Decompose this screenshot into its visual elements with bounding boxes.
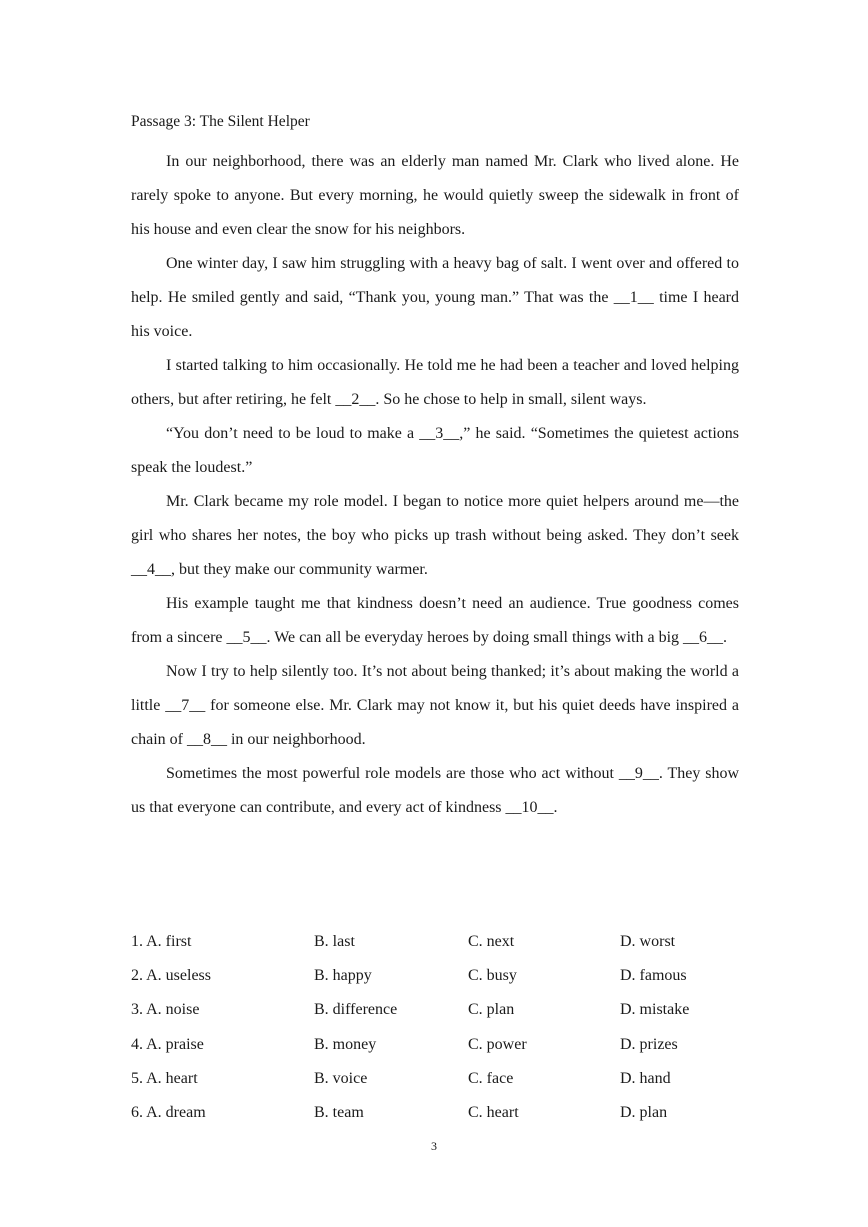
passage	[131, 111, 739, 825]
paragraph: His example taught me that kindness doesn’t need an audience. True goodness comes from a sincere __5__. We can all be everyday heroes by doing small things with a big __6__.	[131, 595, 739, 646]
option-d: D. plan	[620, 1103, 668, 1121]
question-row	[131, 1062, 751, 1096]
option-c: C. busy	[468, 967, 517, 985]
question-row	[131, 1096, 751, 1130]
option-d: D. worst	[620, 933, 676, 950]
option-a: 4. A. praise	[131, 1035, 204, 1053]
option-d: D. mistake	[620, 1001, 690, 1019]
paragraph: Now I try to help silently too. It’s not about being thanked; it’s about making the world a little __7__ for someone else. Mr. Clark may not know it, but his quiet deeds have inspired a chain of __8__ in our neighborhood.	[131, 663, 739, 748]
option-a: 1. A. first	[131, 933, 192, 950]
option-b: B. money	[314, 1035, 377, 1053]
passage-title: Passage 3: The Silent Helper	[131, 113, 310, 130]
option-a: 3. A. noise	[131, 1001, 200, 1019]
paragraph: “You don’t need to be loud to make a __3__,” he said. “Sometimes the quietest actions speak the loudest.”	[131, 425, 739, 476]
question-row	[131, 959, 751, 993]
option-a: 5. A. heart	[131, 1069, 198, 1087]
question-row	[131, 1028, 751, 1062]
question-row	[131, 925, 751, 959]
paragraph: In our neighborhood, there was an elderly man named Mr. Clark who lived alone. He rarely spoke to anyone. But every morning, he would quietly sweep the sidewalk in front of his house and even clear the snow for his neighbors.	[131, 153, 739, 238]
option-c: C. face	[468, 1069, 514, 1087]
paragraph: I started talking to him occasionally. He told me he had been a teacher and loved helping others, but after retiring, he felt __2__. So he chose to help in small, silent ways.	[131, 357, 739, 408]
question-row	[131, 993, 751, 1027]
option-d: D. hand	[620, 1069, 671, 1087]
option-d: D. famous	[620, 967, 687, 985]
option-b: B. team	[314, 1103, 364, 1121]
page-number: 3	[431, 1139, 437, 1153]
option-b: B. last	[314, 933, 355, 950]
option-b: B. difference	[314, 1001, 398, 1019]
option-d: D. prizes	[620, 1035, 678, 1053]
paragraph: Sometimes the most powerful role models are those who act without __9__. They show us that everyone can contribute, and every act of kindness __10__.	[131, 765, 739, 816]
option-a: 6. A. dream	[131, 1103, 206, 1121]
option-c: C. power	[468, 1035, 527, 1053]
option-c: C. next	[468, 933, 515, 950]
paragraph: One winter day, I saw him struggling with a heavy bag of salt. I went over and offered to help. He smiled gently and said, “Thank you, young man.” That was the __1__ time I heard his voice.	[131, 255, 739, 340]
option-c: C. plan	[468, 1001, 515, 1019]
option-b: B. voice	[314, 1069, 368, 1087]
option-c: C. heart	[468, 1103, 519, 1121]
option-b: B. happy	[314, 967, 372, 985]
paragraph: Mr. Clark became my role model. I began to notice more quiet helpers around me—the girl who shares her notes, the boy who picks up trash without being asked. They don’t seek __4__, but they make our community warmer.	[131, 493, 739, 578]
answer-options	[131, 925, 751, 1130]
option-a: 2. A. useless	[131, 967, 211, 985]
